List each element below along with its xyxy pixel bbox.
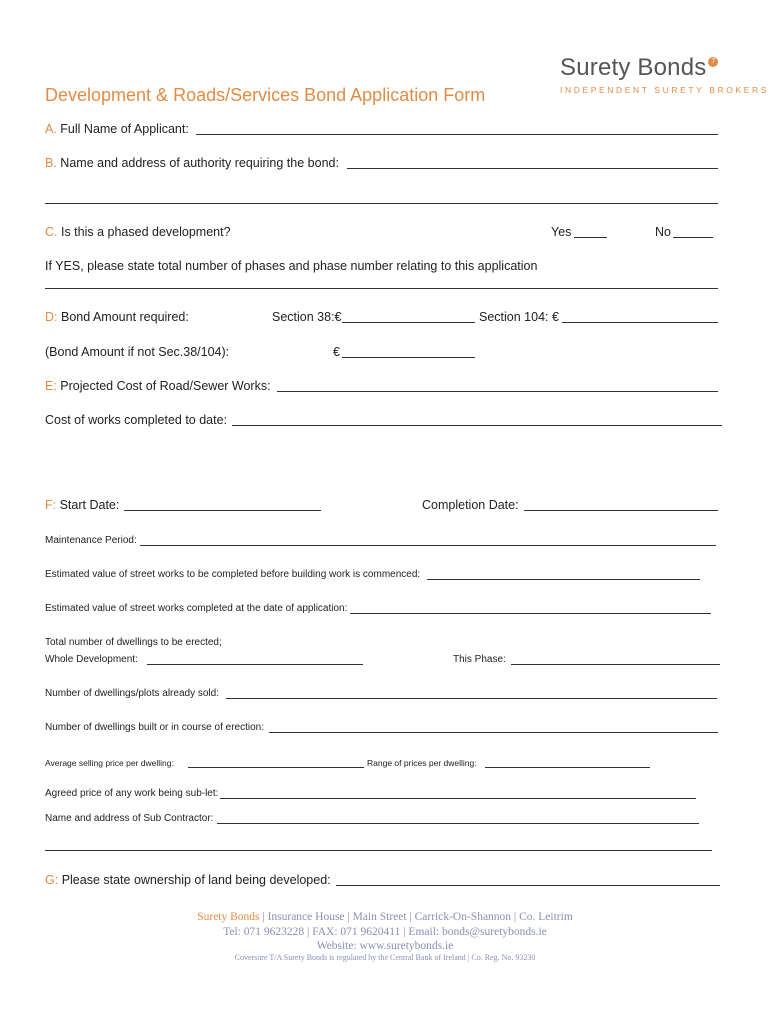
est-at-label: Estimated value of street works completed at the date of application: [45, 603, 348, 614]
this-phase-field[interactable] [511, 664, 720, 665]
bond-other-label: (Bond Amount if not Sec.38/104): [45, 345, 230, 359]
range-price-label: Range of prices per dwelling: [367, 758, 477, 768]
authority-field[interactable] [347, 168, 718, 169]
section-a-label: A. Full Name of Applicant: [45, 122, 189, 136]
section-d-label: D: Bond Amount required: [45, 310, 189, 324]
section-e-label: E: Projected Cost of Road/Sewer Works: [45, 379, 271, 393]
built-label: Number of dwellings built or in course of erection: [45, 722, 264, 733]
this-phase-label: This Phase: [453, 654, 506, 665]
sub-contractor-label: Name and address of Sub Contractor: [45, 813, 214, 824]
start-date-field[interactable] [124, 510, 321, 511]
no-field[interactable] [673, 237, 713, 238]
avg-price-label: Average selling price per dwelling: [45, 758, 174, 768]
bond-other-euro: € [333, 345, 340, 359]
est-before-label: Estimated value of street works to be completed before building work is commenced: [45, 569, 421, 580]
applicant-name-field[interactable] [196, 134, 718, 135]
maintenance-label: Maintenance Period: [45, 535, 137, 546]
projected-cost-field[interactable] [277, 391, 718, 392]
cost-completed-label: Cost of works completed to date: [45, 413, 228, 427]
phases-field[interactable] [45, 288, 718, 289]
maintenance-field[interactable] [140, 545, 716, 546]
footer-website: Website: www.suretybonds.ie [316, 940, 454, 952]
sub-contractor-field-line-2[interactable] [45, 850, 712, 851]
range-price-field[interactable] [485, 767, 650, 768]
avg-price-field[interactable] [188, 767, 364, 768]
completion-date-field[interactable] [524, 510, 718, 511]
whole-development-field[interactable] [147, 664, 363, 665]
section-104-field[interactable] [562, 322, 718, 323]
form-title: Development & Roads/Services Bond Application Form [45, 85, 486, 105]
plots-sold-label: Number of dwellings/plots already sold: [45, 688, 219, 699]
section-38-label: Section 38:€ [272, 310, 342, 324]
section-g-label: G: Please state ownership of land being developed: [45, 873, 331, 887]
company-logo [560, 54, 718, 82]
logo-mark-icon: 7 [708, 57, 718, 67]
footer-regulation: Coversure T/A Surety Bonds is regulated by the Central Bank of Ireland | Co. Reg. No. 93230 [234, 953, 536, 962]
est-before-field[interactable] [427, 579, 700, 580]
plots-sold-field[interactable] [226, 698, 717, 699]
whole-development-label: Whole Development: [45, 654, 138, 665]
est-at-field[interactable] [350, 613, 711, 614]
logo-name: Surety Bonds [560, 54, 707, 81]
footer-contact: Tel: 071 9623228 | FAX: 071 9620411 | Email: bonds@suretybonds.ie [223, 926, 547, 938]
logo-tagline: INDEPENDENT SURETY BROKERS [560, 85, 769, 95]
yes-field[interactable] [574, 237, 607, 238]
sub-contractor-field[interactable] [217, 823, 699, 824]
section-38-field[interactable] [342, 322, 475, 323]
agreed-price-field[interactable] [220, 798, 696, 799]
cost-completed-field[interactable] [232, 425, 722, 426]
footer-address: Surety Bonds | Insurance House | Main Street | Carrick-On-Shannon | Co. Leitrim [197, 911, 573, 923]
authority-field-line-2[interactable] [45, 203, 718, 204]
land-ownership-field[interactable] [336, 885, 720, 886]
phases-question: If YES, please state total number of phases and phase number relating to this application [45, 259, 538, 273]
agreed-price-label: Agreed price of any work being sub-let: [45, 788, 219, 799]
dwellings-total-label: Total number of dwellings to be erected; [45, 637, 222, 648]
no-label: No [655, 225, 671, 239]
bond-other-field[interactable] [342, 357, 475, 358]
yes-label: Yes [551, 225, 572, 239]
section-c-label: C. Is this a phased development? [45, 225, 231, 239]
completion-date-label: Completion Date: [422, 498, 519, 512]
built-field[interactable] [269, 732, 718, 733]
section-104-label: Section 104: € [479, 310, 559, 324]
section-b-label: B. Name and address of authority requiring the bond: [45, 156, 339, 170]
section-f-label: F: Start Date: [45, 498, 120, 512]
